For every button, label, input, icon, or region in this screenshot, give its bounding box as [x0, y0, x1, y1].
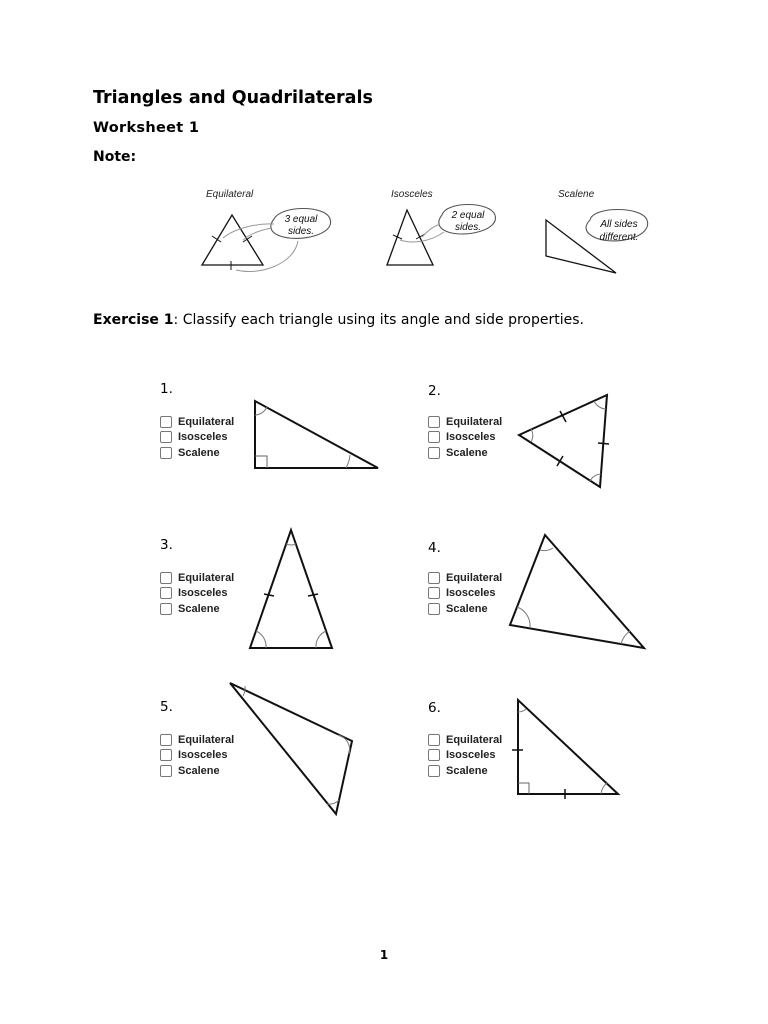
option-label: Equilateral: [446, 571, 503, 584]
question-6-triangle: [510, 693, 624, 801]
option-label: Scalene: [178, 602, 220, 615]
checkbox[interactable]: [428, 416, 440, 428]
checkbox[interactable]: [160, 416, 172, 428]
angle-arc: [256, 631, 266, 648]
option-label: Equilateral: [178, 415, 235, 428]
checkbox[interactable]: [428, 431, 440, 443]
question-6-option-scalene[interactable]: [428, 763, 502, 779]
question-4-option-isosceles[interactable]: [428, 586, 502, 602]
option-label: Isosceles: [446, 431, 496, 444]
question-2-option-equilateral[interactable]: [428, 414, 502, 430]
right-angle-marker: [255, 456, 267, 468]
angle-arc: [531, 429, 533, 442]
question-3-option-isosceles[interactable]: [160, 586, 234, 602]
option-label: Equilateral: [446, 415, 503, 428]
option-label: Isosceles: [446, 587, 496, 600]
isosceles-bubble-line2: sides.: [454, 222, 482, 233]
equilateral-pointer-bottom: [236, 241, 298, 272]
scalene-caption: Scalene: [558, 189, 595, 200]
right-angle-marker: [518, 783, 529, 794]
checkbox[interactable]: [160, 734, 172, 746]
side-tick: [598, 443, 609, 444]
page-title: Triangles and Quadrilaterals: [93, 88, 373, 108]
question-5-triangle: [224, 677, 358, 819]
option-label: Scalene: [446, 764, 488, 777]
question-4-option-scalene[interactable]: [428, 601, 502, 617]
angle-arc: [540, 548, 553, 551]
angle-arc: [594, 401, 606, 409]
question-3-triangle: [245, 525, 337, 655]
question-2-options: [428, 414, 502, 461]
option-label: Isosceles: [178, 431, 228, 444]
question-1-option-isosceles[interactable]: [160, 430, 234, 446]
question-1-options: [160, 414, 234, 461]
checkbox[interactable]: [428, 572, 440, 584]
angle-arc: [286, 544, 296, 545]
question-3-options: [160, 570, 234, 617]
angle-arc: [255, 407, 267, 415]
checkbox[interactable]: [160, 572, 172, 584]
question-3-option-scalene[interactable]: [160, 601, 234, 617]
isosceles-triangle: [387, 210, 433, 265]
checkbox[interactable]: [428, 765, 440, 777]
question-4-options: [428, 570, 502, 617]
question-2-option-isosceles[interactable]: [428, 430, 502, 446]
exercise-label: Exercise 1: [93, 312, 174, 328]
question-6-number: 6.: [428, 700, 441, 716]
question-1-option-equilateral[interactable]: [160, 414, 234, 430]
option-label: Scalene: [446, 446, 488, 459]
note-label: Note:: [93, 149, 137, 165]
equilateral-pointer-right: [243, 228, 272, 240]
angle-arc: [243, 686, 245, 696]
option-label: Scalene: [178, 446, 220, 459]
option-label: Equilateral: [446, 733, 503, 746]
isosceles-caption: Isosceles: [391, 189, 433, 200]
checkbox[interactable]: [428, 734, 440, 746]
angle-arc: [601, 783, 607, 794]
exercise-instruction: [93, 312, 584, 328]
checkbox[interactable]: [428, 749, 440, 761]
angle-arc: [621, 631, 630, 644]
isosceles-bubble-line1: 2 equal: [451, 210, 485, 221]
equilateral-triangle: [202, 215, 263, 265]
equilateral-caption: Equilateral: [206, 189, 254, 200]
side-tick: [264, 594, 274, 596]
option-label: Scalene: [446, 602, 488, 615]
checkbox[interactable]: [428, 587, 440, 599]
option-label: Isosceles: [178, 587, 228, 600]
question-6-options: [428, 732, 502, 779]
question-4-option-equilateral[interactable]: [428, 570, 502, 586]
question-6-option-isosceles[interactable]: [428, 748, 502, 764]
question-4-triangle: [502, 528, 650, 654]
question-6-option-equilateral[interactable]: [428, 732, 502, 748]
page-number: 1: [379, 948, 389, 962]
option-label: Isosceles: [178, 749, 228, 762]
option-label: Scalene: [178, 764, 220, 777]
checkbox[interactable]: [160, 765, 172, 777]
checkbox[interactable]: [160, 431, 172, 443]
question-2-number: 2.: [428, 383, 441, 399]
scalene-bubble-line1: All sides: [600, 219, 638, 230]
question-1-number: 1.: [160, 381, 173, 397]
exercise-text: : Classify each triangle using its angle and side properties.: [173, 312, 584, 328]
equilateral-bubble-line2: sides.: [287, 226, 315, 237]
question-2-option-scalene[interactable]: [428, 445, 502, 461]
angle-arc: [316, 631, 326, 648]
worksheet-subtitle: Worksheet 1: [93, 120, 200, 136]
option-label: Isosceles: [446, 749, 496, 762]
question-1-option-scalene[interactable]: [160, 445, 234, 461]
angle-arc: [518, 709, 526, 712]
angle-arc: [338, 735, 350, 754]
checkbox[interactable]: [428, 603, 440, 615]
checkbox[interactable]: [160, 587, 172, 599]
question-4-number: 4.: [428, 540, 441, 556]
angle-arc: [590, 474, 601, 481]
scalene-bubble-line2: different.: [599, 232, 639, 243]
question-3-option-equilateral[interactable]: [160, 570, 234, 586]
triangle-types-note-figure: [190, 180, 670, 280]
option-label: Equilateral: [178, 733, 235, 746]
checkbox[interactable]: [428, 447, 440, 459]
isosceles-pointer-right: [422, 224, 440, 237]
option-label: Equilateral: [178, 571, 235, 584]
side-tick: [308, 594, 318, 596]
question-3-number: 3.: [160, 537, 173, 553]
equilateral-bubble-line1: 3 equal: [284, 214, 318, 225]
angle-arc: [517, 607, 530, 628]
checkbox[interactable]: [160, 447, 172, 459]
question-5-number: 5.: [160, 699, 173, 715]
checkbox[interactable]: [160, 749, 172, 761]
checkbox[interactable]: [160, 603, 172, 615]
angle-arc: [346, 455, 350, 468]
question-1-triangle: [245, 393, 385, 475]
question-2-triangle: [512, 388, 617, 494]
